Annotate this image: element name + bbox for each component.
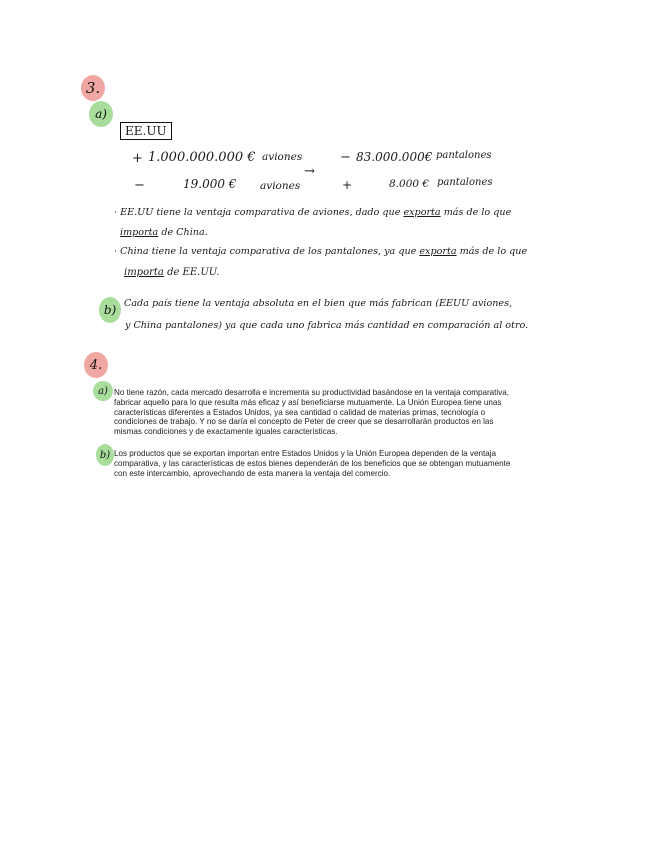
question-3-number: 3. <box>85 79 101 97</box>
row1-good: aviones <box>262 151 303 163</box>
row1-amount2: 83.000.000€ <box>356 150 433 164</box>
q4-b-line: comparativa, y las características de estos bienes dependerán de los beneficios que se obtengan mutuamente <box>114 458 511 468</box>
eeuu-box <box>120 122 172 140</box>
row2-sign2: + <box>342 178 353 192</box>
bullet2-importa: importa <box>124 267 164 278</box>
row2-good: aviones <box>260 180 301 192</box>
q4-a-label: a) <box>98 385 108 397</box>
bullet2-line2-end: de EE.UU. <box>167 267 220 278</box>
q4-a-badge <box>93 381 113 401</box>
bullet1-importa: importa <box>120 227 159 238</box>
q4-b-line: con este intercambio, aprovechando de esta manera la ventaja del comercio. <box>114 468 391 478</box>
q3-b-line2: y China pantalones) ya que cada uno fabrica más cantidad en comparación al otro. <box>125 320 529 331</box>
q4-b-line: Los productos que se exportan importan entre Estados Unidos y la Unión Europea dependen de la ventaja <box>114 449 497 458</box>
eeuu-box-label: EE.UU <box>125 124 167 138</box>
q3-b-line1: Cada país tiene la ventaja absoluta en el bien que más fabrican (EEUU aviones, <box>124 298 513 309</box>
q4-b-answer <box>114 449 510 478</box>
q3-b-badge <box>99 297 121 323</box>
bullet2-line2 <box>124 267 219 278</box>
row1-sign2: − <box>340 150 351 165</box>
question-3-badge <box>81 75 105 101</box>
question-4-badge <box>84 352 108 378</box>
bullet1-line2-end: de China. <box>161 227 208 238</box>
row1-good2: pantalones <box>436 150 492 161</box>
bullet2-line1-text: · China tiene la ventaja comparativa de los pantalones, ya que <box>114 246 417 257</box>
arrow-icon: → <box>304 164 315 179</box>
bullet2-exporta: exporta <box>419 246 457 257</box>
q3-a-label: a) <box>95 107 107 121</box>
q4-b-label: b) <box>99 449 111 461</box>
q4-b-badge <box>96 444 114 466</box>
bullet1-exporta: exporta <box>403 207 441 218</box>
row2-amount: 19.000 € <box>183 177 237 191</box>
row2-sign: − <box>134 178 145 193</box>
bullet2-line1 <box>114 246 527 257</box>
q4-a-line: No tiene razón, cada mercado desarrolla e incrementa su productividad basándose en la ventaja comparativa, <box>114 388 510 397</box>
q4-a-line: mismas condiciones y de exactamente iguales características. <box>114 427 338 437</box>
row2-good2: pantalones <box>437 177 493 188</box>
q4-a-line: condiciones de trabajo. Y no se daría el concepto de Peter de creer que se desarrollarán productos en las <box>114 417 494 427</box>
row1-sign: + <box>132 151 143 166</box>
bullet1-line2 <box>120 227 208 238</box>
bullet1-line1-end: más de lo que <box>443 207 512 218</box>
row2-amount2: 8.000 € <box>389 178 430 190</box>
q4-a-line: características diferentes a Estados Unidos, ya sea cantidad o calidad de materias primas, tecnología o <box>114 407 486 417</box>
q3-a-badge <box>89 101 113 127</box>
row1-amount: 1.000.000.000 € <box>148 150 256 165</box>
q3-b-label: b) <box>103 303 117 317</box>
question-4-number: 4. <box>89 357 103 373</box>
bullet2-line1-end: más de lo que <box>459 246 528 257</box>
q4-a-answer <box>114 388 509 437</box>
bullet1-line1-text: · EE.UU tiene la ventaja comparativa de aviones, dado que <box>114 207 401 218</box>
bullet1-line1 <box>114 207 511 218</box>
q4-a-line: fabricar aquello para lo que resulta más eficaz y así beneficiarse mutuamente. La Unión Europea tiene unas <box>114 397 502 407</box>
